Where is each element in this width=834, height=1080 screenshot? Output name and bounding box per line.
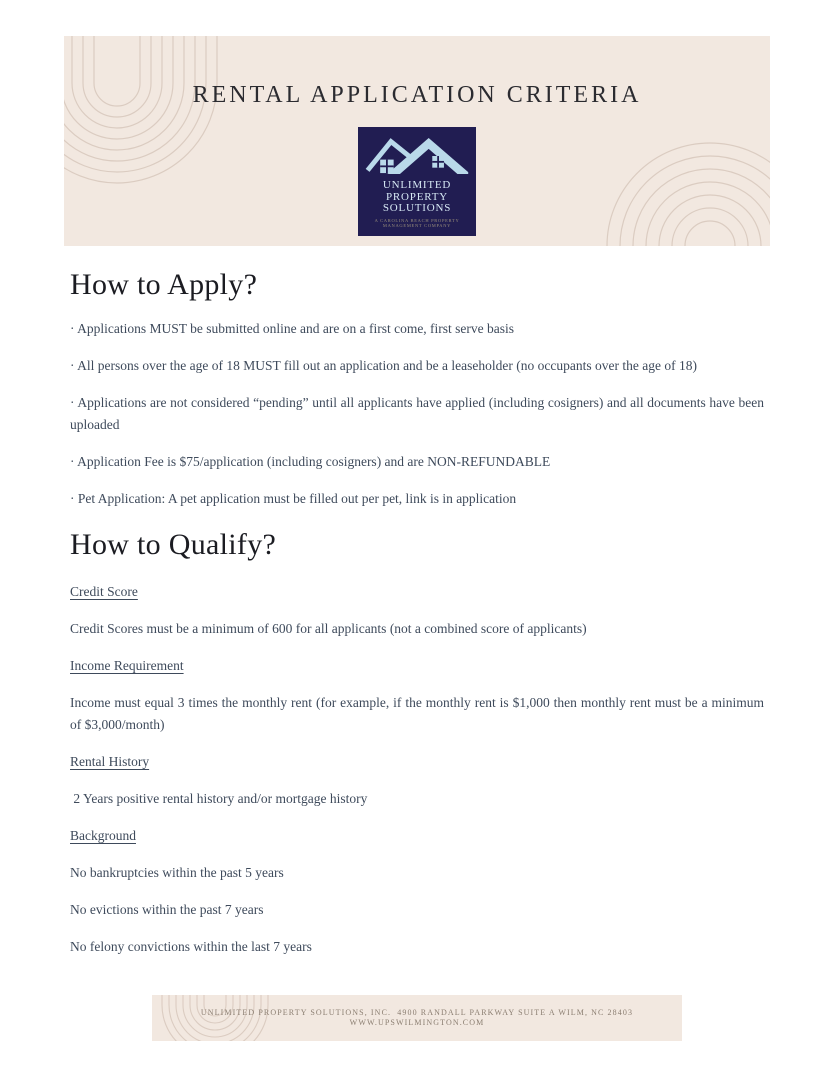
heading-how-to-qualify: How to Qualify? (70, 528, 277, 561)
apply-bullet-age-18: · All persons over the age of 18 MUST fill out an application and be a leaseholder (no occupants over the age of 18) (70, 358, 697, 373)
logo-tagline-line-1: A CAROLINA BEACH PROPERTY (374, 217, 460, 223)
logo-name-line-3: SOLUTIONS (382, 202, 452, 214)
heading-how-to-apply: How to Apply? (70, 268, 258, 301)
subheading-background: Background (70, 828, 136, 843)
background-bankruptcies-text: No bankruptcies within the past 5 years (70, 865, 284, 880)
logo-name-line-2: PROPERTY (386, 190, 448, 203)
income-requirement-text: Income must equal 3 times the monthly rent (for example, if the monthly rent is $1,000 then monthly rent must be a minimum of $3,000/month) (70, 695, 764, 732)
subheading-income-requirement: Income Requirement (70, 658, 184, 673)
apply-bullet-pending: · Applications are not considered “pending” until all applicants have applied (including cosigners) and all documents have been uploaded (70, 395, 764, 432)
footer-address: UNLIMITED PROPERTY SOLUTIONS, INC. 4900 RANDALL PARKWAY SUITE A WILM, NC 28403 (200, 1008, 634, 1017)
apply-bullet-online: · Applications MUST be submitted online and are on a first come, first serve basis (70, 321, 515, 336)
document-title: RENTAL APPLICATION CRITERIA (192, 82, 642, 108)
subheading-credit-score: Credit Score (70, 584, 138, 599)
header-banner (64, 36, 770, 246)
apply-bullet-fee: · Application Fee is $75/application (including cosigners) and are NON-REFUNDABLE (70, 454, 551, 469)
logo-company-name (358, 180, 476, 215)
background-evictions-text: No evictions within the past 7 years (70, 902, 264, 917)
subheading-rental-history: Rental History (70, 754, 150, 769)
logo-tagline-line-2: MANAGEMENT COMPANY (382, 223, 452, 228)
document-body (70, 246, 764, 973)
apply-bullet-pet: · Pet Application: A pet application must be filled out per pet, link is in application (70, 491, 517, 506)
house-icon (364, 132, 470, 180)
footer-banner (152, 995, 682, 1041)
logo-name-line-1: UNLIMITED (382, 179, 452, 191)
background-felony-text: No felony convictions within the last 7 years (70, 939, 312, 954)
rental-history-text: 2 Years positive rental history and/or mortgage history (70, 791, 368, 806)
credit-score-text: Credit Scores must be a minimum of 600 for all applicants (not a combined score of applicants) (70, 621, 587, 636)
arches-decoration-bottom-right-icon (590, 116, 770, 246)
logo-tagline (358, 218, 476, 229)
footer-website: WWW.UPSWILMINGTON.COM (349, 1018, 485, 1027)
company-logo (358, 127, 476, 236)
arches-decoration-top-left-icon (64, 36, 284, 196)
